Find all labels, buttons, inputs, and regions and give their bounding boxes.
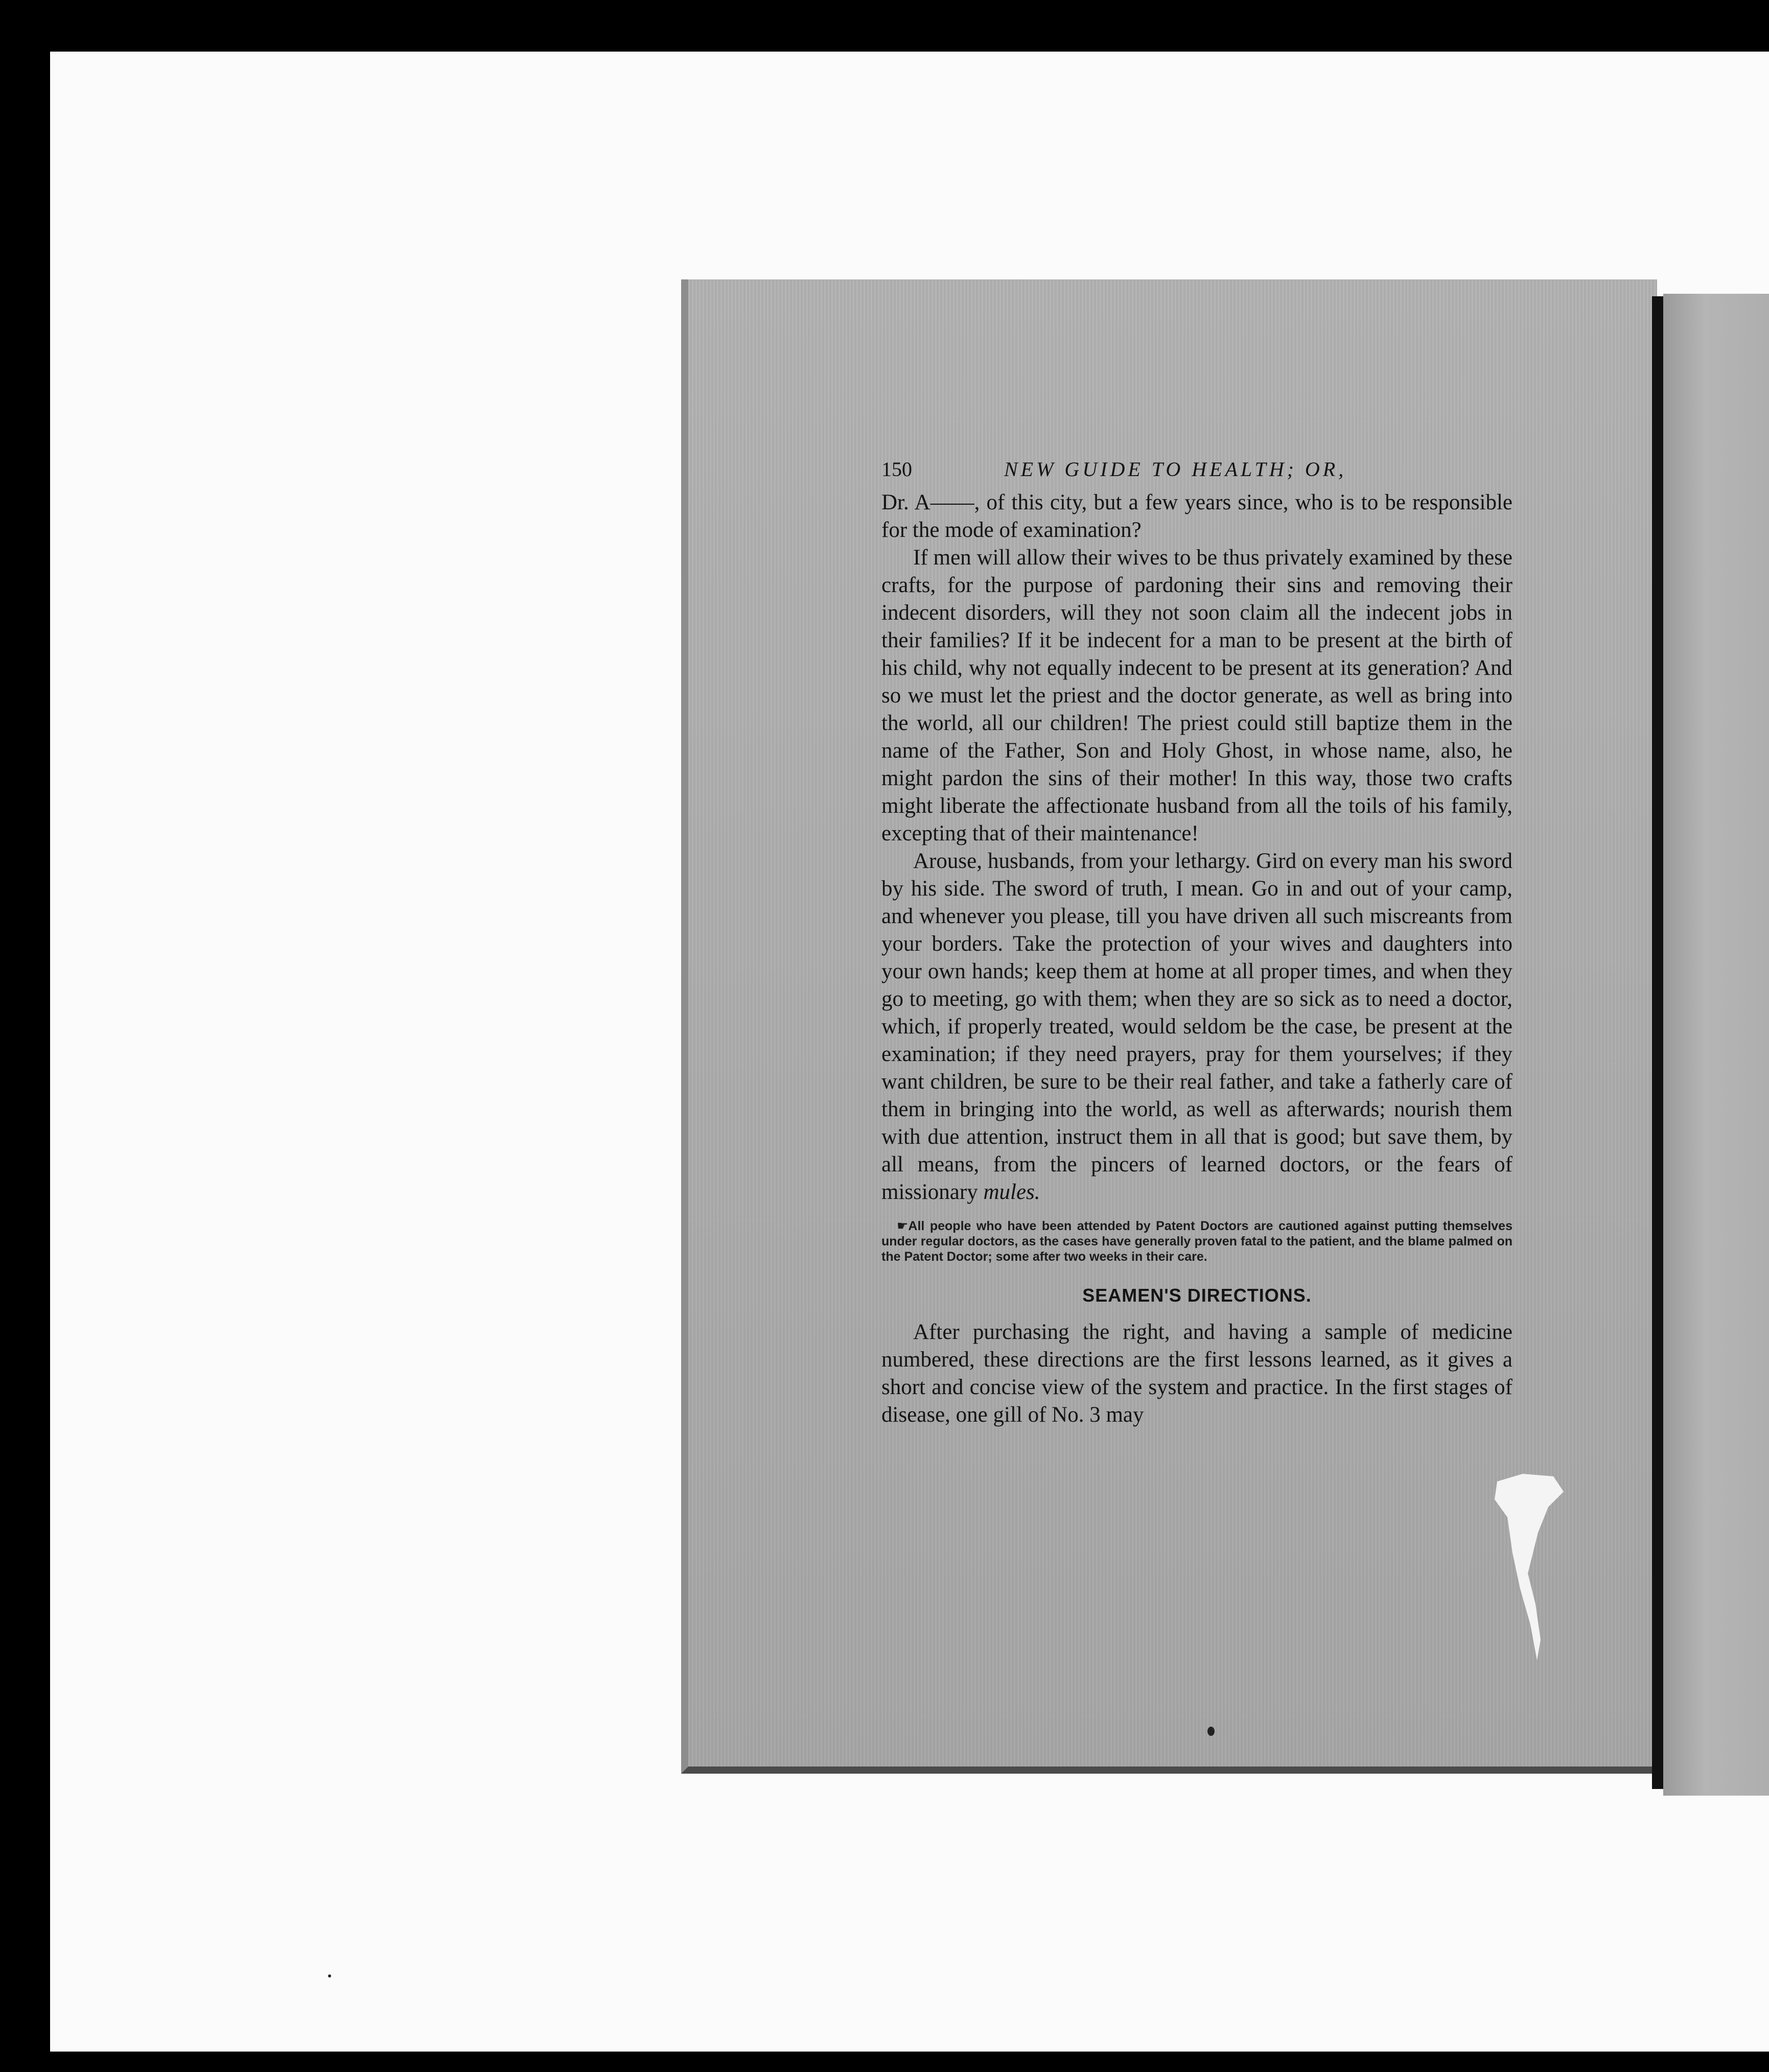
paragraph-3-italic-end: mules.	[983, 1180, 1040, 1204]
facing-page-edge	[1663, 294, 1769, 1796]
page-text-block	[881, 457, 1512, 1429]
paragraph-1: Dr. A——, of this city, but a few years since, who is to be responsible for the mode of examination?	[881, 490, 1512, 542]
scan-bottom-border	[0, 2052, 1769, 2072]
section-paragraph: After purchasing the right, and having a sample of medicine numbered, these directions are the first lessons learned, as it gives a short and concise view of the system and practice. In the first stages of disease, one gill of No. 3 may	[881, 1320, 1512, 1427]
running-title: NEW GUIDE TO HEALTH; OR,	[1004, 458, 1347, 481]
patent-doctor-note: ☛All people who have been attended by Patent Doctors are cautioned against putting themselves under regular doctors, as the cases have generally proven fatal to the patient, and the blame palmed on the Patent Doctor; some after two weeks in their care.	[881, 1219, 1512, 1264]
page-number: 150	[881, 458, 912, 481]
stray-mark	[1207, 1727, 1215, 1736]
paragraph-3	[881, 847, 1512, 1206]
stray-mark	[328, 1974, 331, 1977]
paragraph-3-text: Arouse, husbands, from your lethargy. Gird on every man his sword by his side. The sword of truth, I mean. Go in and out of your camp, and whenever you please, till you have driven all such miscreants from your borders. Take the protection of your wives and daughters into your own hands; keep them at home at all proper times, and when they go to meeting, go with them; when they are so sick as to need a doctor, which, if properly treated, would seldom be the case, be present at the examination; if they need prayers, pray for them yourselves; if they want children, be sure to be their real father, and take a fatherly care of them in bringing into the world, as well as afterwards; nourish them with due attention, instruct them in all that is good; but save them, by all means, from the pincers of learned doctors, or the fears of missionary	[881, 849, 1512, 1204]
book-gutter	[1652, 296, 1663, 1789]
section-heading: SEAMEN'S DIRECTIONS.	[1082, 1285, 1312, 1306]
paragraph-2: If men will allow their wives to be thus privately examined by these crafts, for the purpose of pardoning their sins and removing their indecent disorders, will they not soon claim all the indecent jobs in their families? If it be indecent for a man to be present at the birth of his child, why not equally indecent to be present at its generation? And so we must let the priest and the doctor generate, as well as bring into the world, all our children! The priest could still baptize them in the name of the Father, Son and Holy Ghost, in whose name, also, he might pardon the sins of their mother! In this way, those two crafts might liberate the affectionate husband from all the toils of his family, excepting that of their maintenance!	[881, 546, 1512, 845]
running-head	[881, 457, 1512, 489]
paper-tear-mark	[1492, 1471, 1569, 1665]
